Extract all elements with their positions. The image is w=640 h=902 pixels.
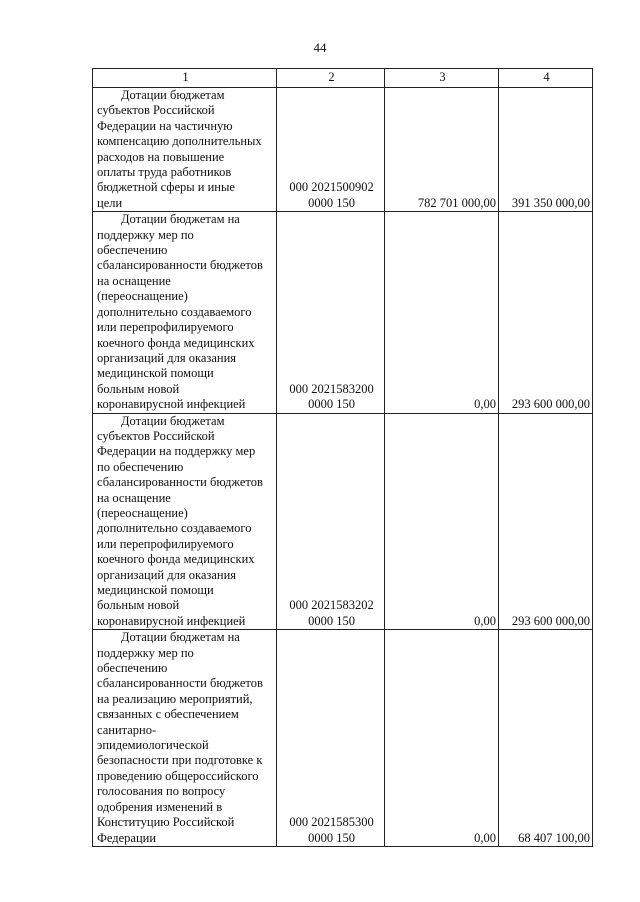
table-header-row xyxy=(93,69,593,88)
table-row xyxy=(93,88,593,212)
row-amount-col4: 68 407 100,00 xyxy=(499,630,593,847)
column-header-3: 3 xyxy=(385,69,499,88)
row-amount-col3: 0,00 xyxy=(385,630,499,847)
page-number: 44 xyxy=(313,40,327,55)
column-header-1: 1 xyxy=(93,69,277,88)
row-description-text: Дотации бюджетам на поддержку мер по обеспечению сбалансированности бюджетов на оснащение (переоснащение) дополнительно создаваемого или перепрофилируемого коечного фонда медицинских организаций для оказания медицинской помощи больным новой коронавирусной инфекцией xyxy=(97,212,263,412)
table-row xyxy=(93,413,593,630)
row-description xyxy=(93,630,277,847)
row-amount-col4: 293 600 000,00 xyxy=(499,212,593,413)
row-description-text: Дотации бюджетам субъектов Российской Федерации на частичную компенсацию дополнительных расходов на повышение оплаты труда работников бюджетной сферы и иные цели xyxy=(97,88,262,210)
row-amount-col4: 391 350 000,00 xyxy=(499,88,593,212)
row-code: 000 2021583202 0000 150 xyxy=(277,413,385,630)
row-amount-col3: 0,00 xyxy=(385,413,499,630)
row-amount-col4: 293 600 000,00 xyxy=(499,413,593,630)
row-description-text: Дотации бюджетам на поддержку мер по обеспечению сбалансированности бюджетов на реализацию мероприятий, связанных с обеспечением санитарно- эпидемиологической безопасности при подготовке к проведению общероссийского голосования по вопросу одобрения изменений в Конституцию Российской Федерации xyxy=(97,630,263,845)
row-code: 000 2021583200 0000 150 xyxy=(277,212,385,413)
row-description xyxy=(93,88,277,212)
row-description xyxy=(93,212,277,413)
row-amount-col3: 782 701 000,00 xyxy=(385,88,499,212)
row-description-text: Дотации бюджетам субъектов Российской Федерации на поддержку мер по обеспечению сбалансированности бюджетов на оснащение (переоснащение) дополнительно создаваемого или перепрофилируемого коечного фонда медицинских организаций для оказания медицинской помощи больным новой коронавирусной инфекцией xyxy=(97,413,263,628)
budget-table xyxy=(92,68,593,847)
column-header-2: 2 xyxy=(277,69,385,88)
table-row xyxy=(93,630,593,847)
row-code: 000 2021500902 0000 150 xyxy=(277,88,385,212)
table-row xyxy=(93,212,593,413)
row-description xyxy=(93,413,277,630)
column-header-4: 4 xyxy=(499,69,593,88)
row-amount-col3: 0,00 xyxy=(385,212,499,413)
row-code: 000 2021585300 0000 150 xyxy=(277,630,385,847)
